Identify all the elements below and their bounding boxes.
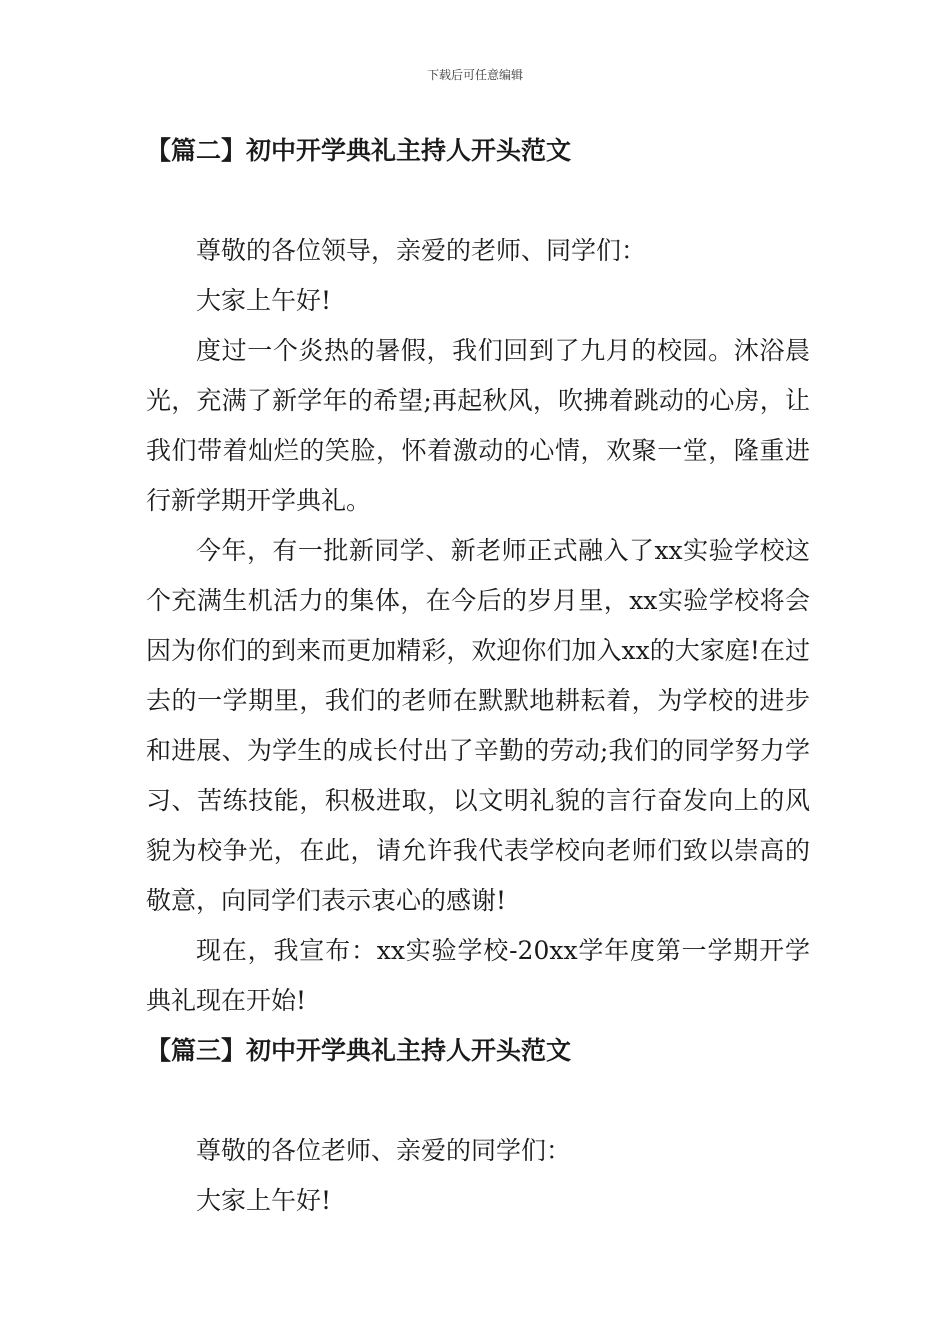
paragraph-greeting: 尊敬的各位领导，亲爱的老师、同学们： <box>196 236 647 265</box>
blank-line <box>146 1076 810 1126</box>
paragraph-good-morning: 大家上午好! <box>196 286 332 315</box>
section-2-title: 【篇二】初中开学典礼主持人开头范文 <box>146 136 572 165</box>
paragraph-summer: 度过一个炎热的暑假，我们回到了九月的校园。沐浴晨光，充满了新学年的希望;再起秋风，吹拂着跳动的心房，让我们带着灿烂的笑脸，怀着激动的心情，欢聚一堂，隆重进行新学期开学典礼。 <box>146 336 810 515</box>
paragraph-announcement: 现在，我宣布：xx实验学校-20xx学年度第一学期开学典礼现在开始! <box>146 936 810 1015</box>
paragraph-greeting-2: 尊敬的各位老师、亲爱的同学们： <box>196 1136 572 1165</box>
header-note: 下载后可任意编辑 <box>426 68 523 82</box>
paragraph-good-morning-2: 大家上午好! <box>196 1186 332 1215</box>
section-3-title: 【篇三】初中开学典礼主持人开头范文 <box>146 1036 572 1065</box>
blank-line <box>146 176 810 226</box>
document-body <box>146 126 810 1226</box>
paragraph-this-year: 今年，有一批新同学、新老师正式融入了xx实验学校这个充满生机活力的集体，在今后的岁月里，xx实验学校将会因为你们的到来而更加精彩，欢迎你们加入xx的大家庭!在过去的一学期里，我们的老师在默默地耕耘着，为学校的进步和进展、为学生的成长付出了辛勤的劳动;我们的同学努力学习、苦练技能，积极进取，以文明礼貌的言行奋发向上的风貌为校争光，在此，请允许我代表学校向老师们致以崇高的敬意，向同学们表示衷心的感谢! <box>146 536 810 915</box>
